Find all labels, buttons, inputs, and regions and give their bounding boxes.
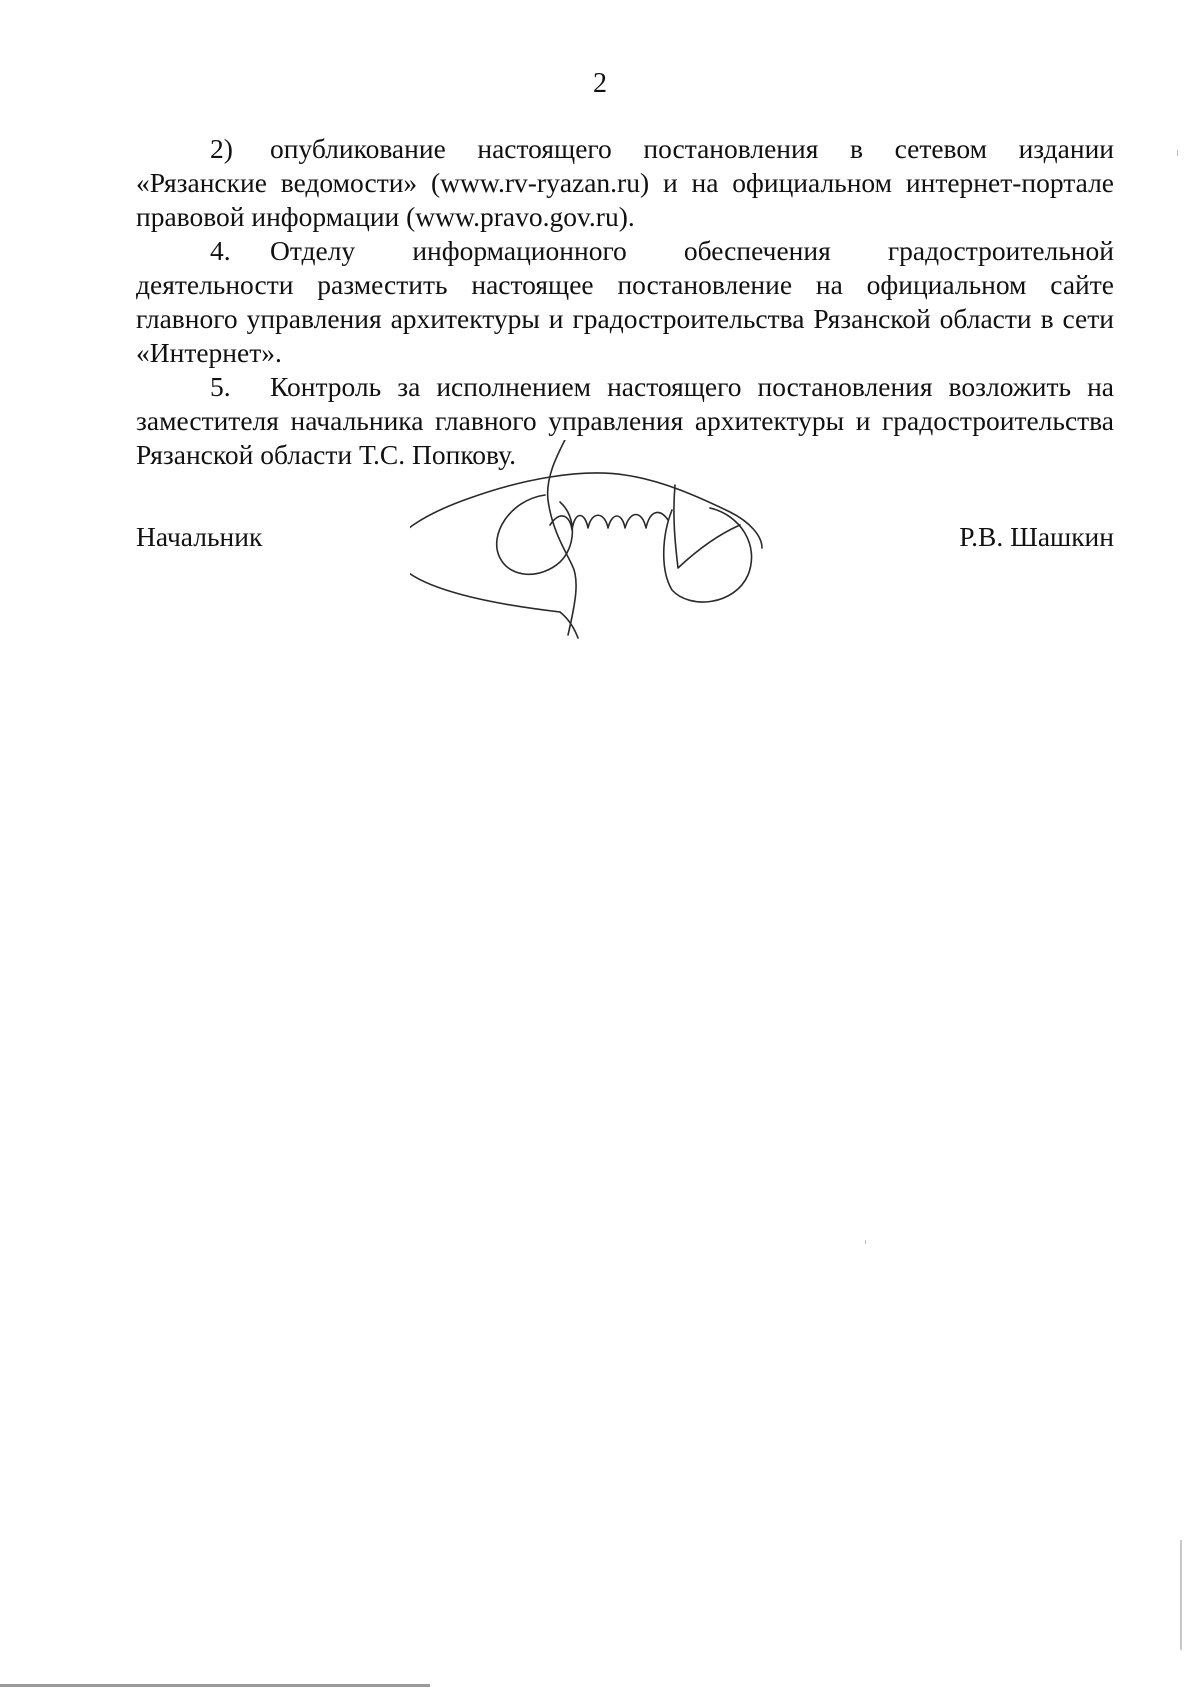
paragraph-number: 2)	[210, 133, 233, 164]
paragraph-text: Контроль за исполнением настоящего постановления возложить на заместителя начальника главного управления архитектуры и градостроительства Рязанской области Т.С. Попкову.	[136, 371, 1114, 470]
handwritten-signature	[410, 440, 830, 680]
signatory-title: Начальник	[136, 521, 263, 552]
page-number: 2	[593, 68, 607, 99]
scan-artifact	[1180, 1540, 1182, 1650]
scan-artifact	[865, 1240, 866, 1244]
paragraph-website-placement	[136, 234, 1114, 370]
paragraph-number: 4.	[210, 235, 231, 266]
paragraph-number: 5.	[210, 371, 231, 402]
scan-artifact	[0, 1684, 430, 1687]
signatory-name: Р.В. Шашкин	[959, 521, 1114, 552]
document-body	[136, 132, 1114, 472]
paragraph-publication	[136, 132, 1114, 234]
paragraph-text: Отделу информационного обеспечения градостроительной деятельности разместить настоящее постановление на официальном сайте главного управления архитектуры и градостроительства Рязанской области в сети «Интернет».	[136, 235, 1114, 368]
paragraph-text: опубликование настоящего постановления в сетевом издании «Рязанские ведомости» (www.rv-ryazan.ru) и на официальном интернет-портале правовой информации (www.pravo.gov.ru).	[136, 133, 1114, 232]
scan-artifact	[1177, 150, 1178, 156]
